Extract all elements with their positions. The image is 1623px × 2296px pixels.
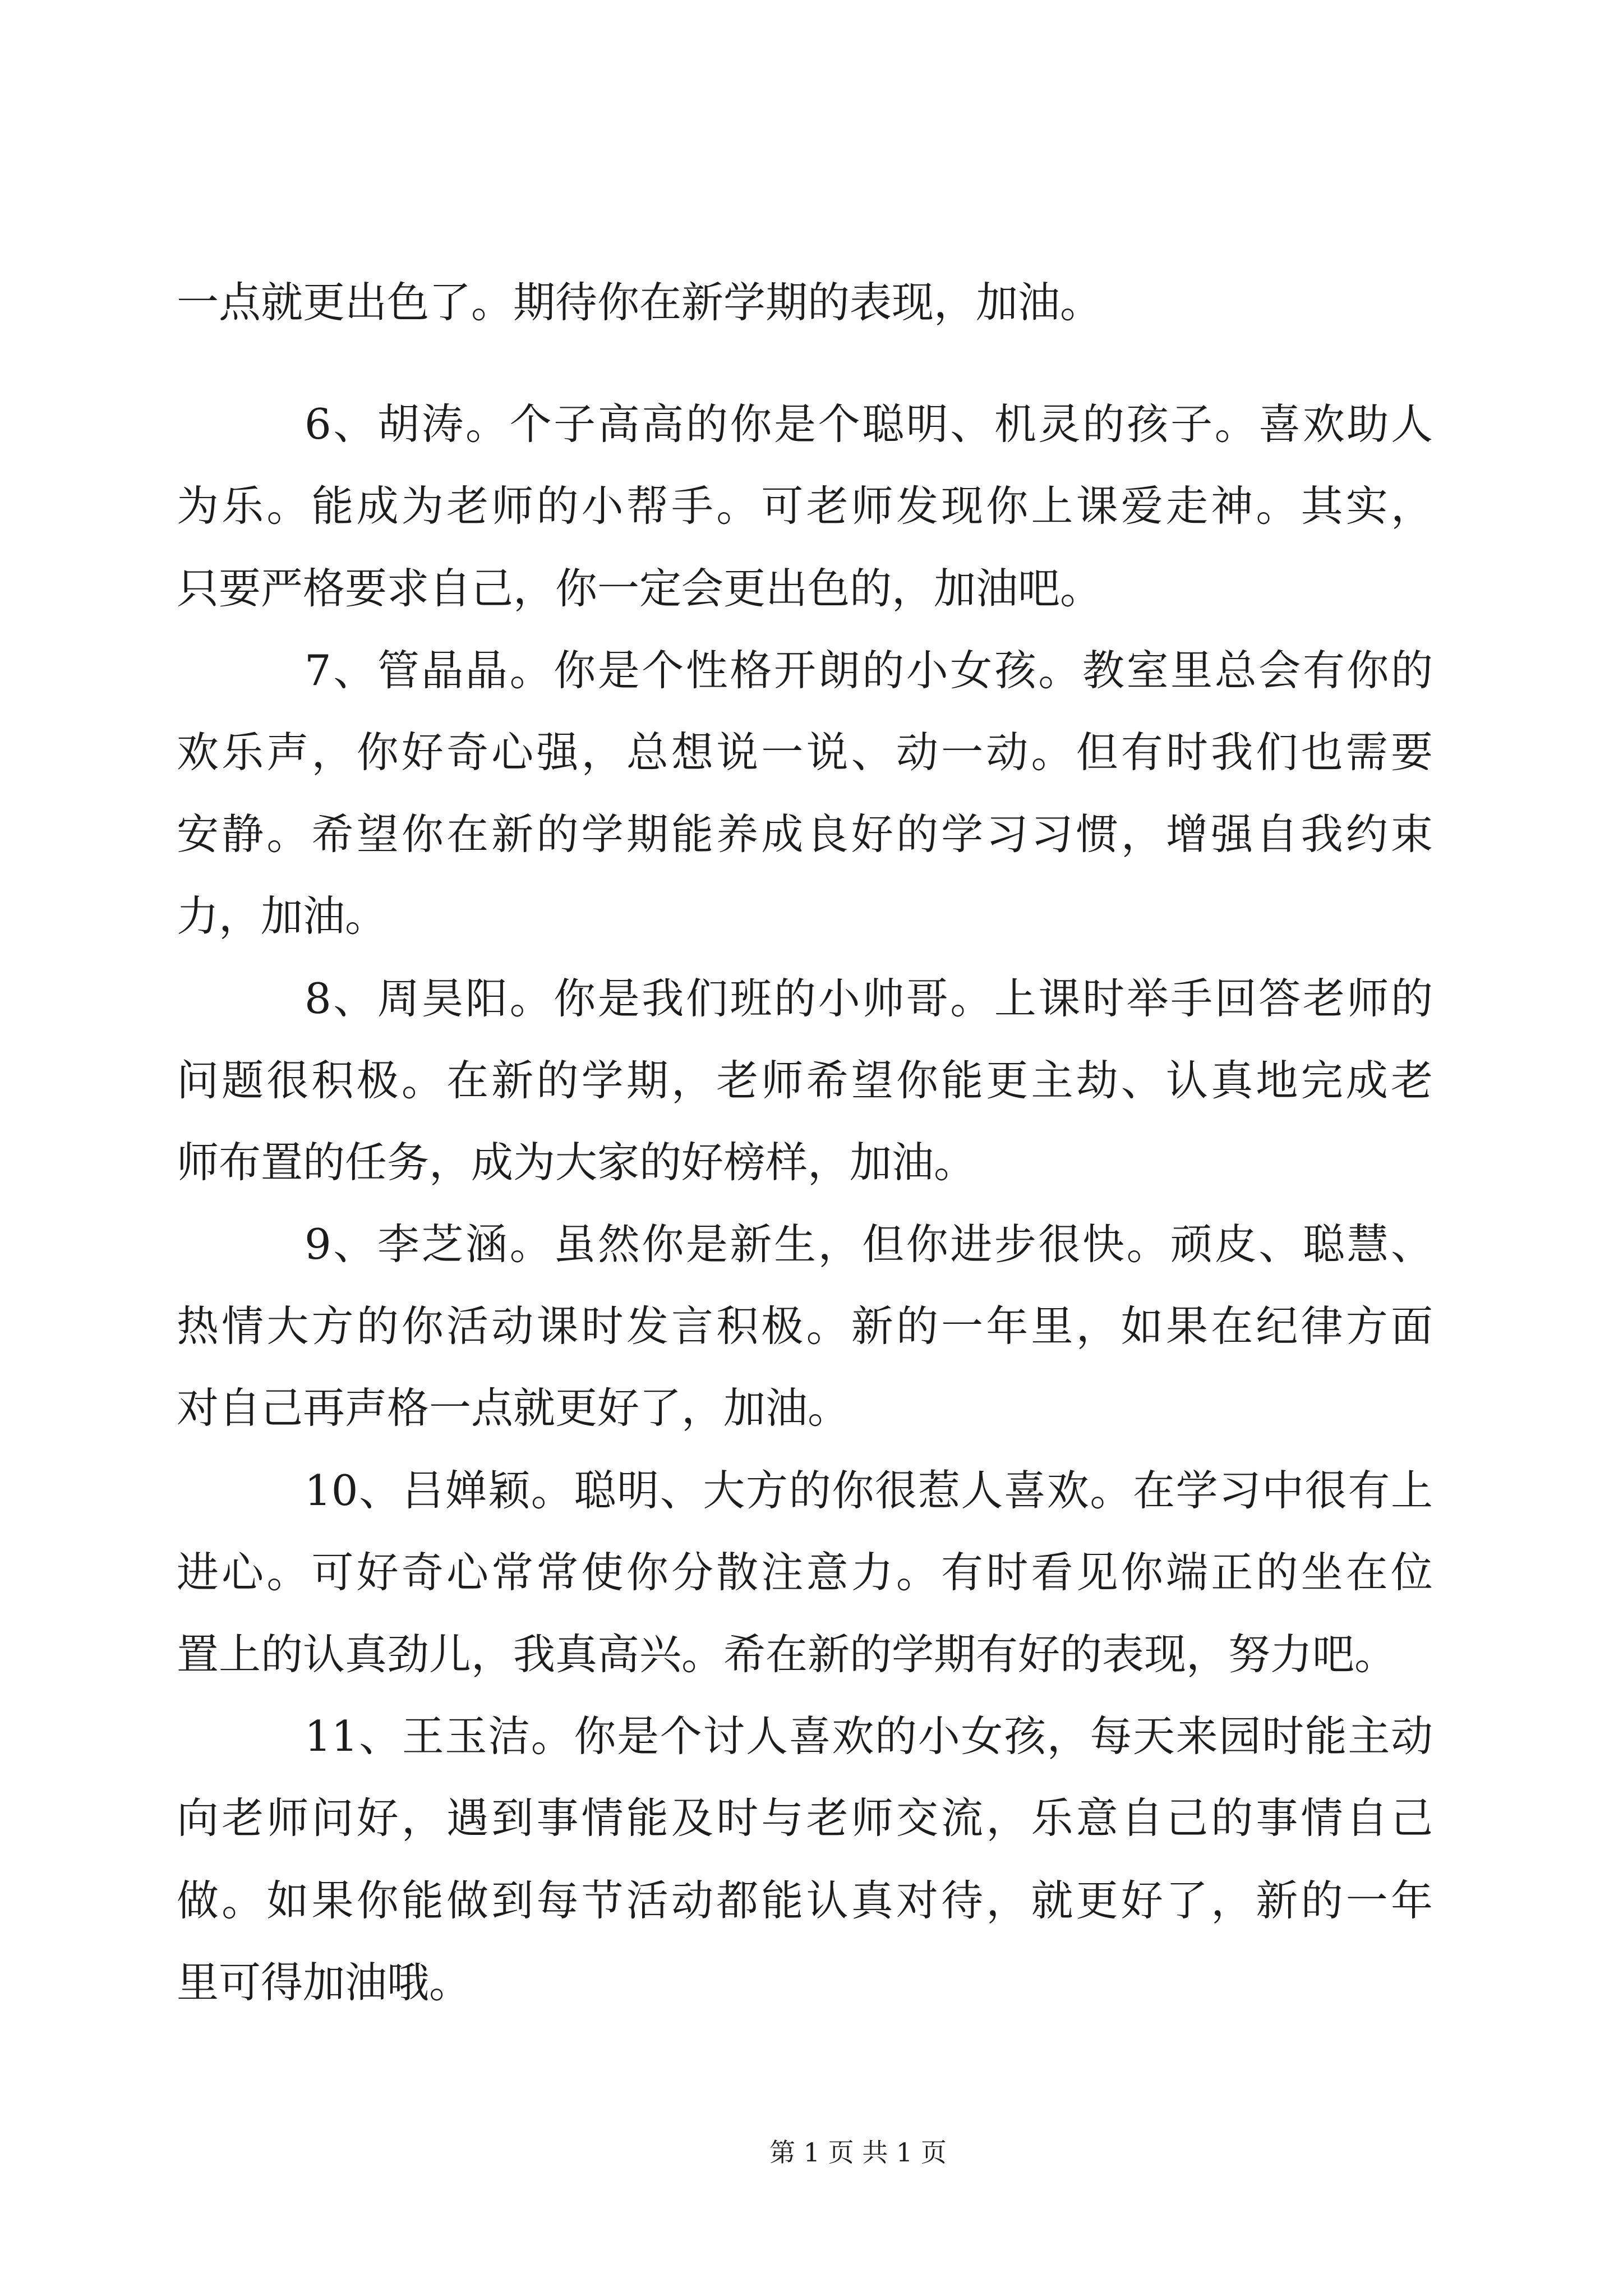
paragraph-line: 为乐。能成为老师的小帮手。可老师发现你上课爱走神。其实， [177, 481, 1433, 531]
paragraph-line: 10、吕婵颖。聪明、大方的你很惹人喜欢。在学习中很有上 [305, 1465, 1433, 1515]
paragraph-line: 里可得加油哦。 [177, 1957, 472, 2007]
paragraph-line: 向老师问好，遇到事情能及时与老师交流，乐意自己的事情自己 [177, 1793, 1433, 1843]
page-number-footer: 第 1 页 共 1 页 [769, 2137, 947, 2168]
document-body [177, 261, 1433, 2023]
paragraph-line: 做。如果你能做到每节活动都能认真对待，就更好了，新的一年 [177, 1875, 1433, 1925]
paragraph-line: 置上的认真劲儿，我真高兴。希在新的学期有好的表现，努力吧。 [177, 1630, 1397, 1679]
comment-paragraph-6 [177, 383, 1433, 629]
paragraph-line: 力，加油。 [177, 891, 388, 941]
paragraph-line: 只要严格要求自己，你一定会更出色的，加油吧。 [177, 563, 1103, 613]
paragraph-line: 问题很积极。在新的学期，老师希望你能更主劫、认真地完成老 [177, 1055, 1433, 1105]
paragraph-line: 师布置的任务，成为大家的好榜样，加油。 [177, 1137, 976, 1187]
paragraph-line: 热情大方的你活动课时发言积极。新的一年里，如果在纪律方面 [177, 1301, 1433, 1351]
paragraph-line: 安静。希望你在新的学期能养成良好的学习习惯，增强自我约束 [177, 809, 1433, 859]
paragraph-line: 8、周昊阳。你是我们班的小帅哥。上课时举手回答老师的 [305, 973, 1433, 1023]
comment-paragraph-9 [177, 1203, 1433, 1450]
paragraph-line: 9、李芝涵。虽然你是新生，但你进步很快。顽皮、聪慧、 [305, 1220, 1433, 1269]
comment-paragraph-8 [177, 958, 1433, 1204]
paragraph-line: 6、胡涛。个子高高的你是个聪明、机灵的孩子。喜欢助人 [305, 399, 1433, 449]
paragraph-line: 一点就更出色了。期待你在新学期的表现，加油。 [177, 278, 1103, 327]
paragraph-line: 11、王玉洁。你是个讨人喜欢的小女孩，每天来园时能主动 [305, 1711, 1433, 1761]
continued-paragraph [177, 261, 1433, 343]
paragraph-line: 对自己再声格一点就更好了，加油。 [177, 1383, 850, 1433]
paragraph-line: 进心。可好奇心常常使你分散注意力。有时看见你端正的坐在位 [177, 1547, 1433, 1597]
comment-paragraph-7 [177, 629, 1433, 958]
comment-paragraph-10 [177, 1450, 1433, 1696]
paragraph-line: 欢乐声，你好奇心强，总想说一说、动一动。但有时我们也需要 [177, 727, 1433, 777]
paragraph-line: 7、管晶晶。你是个性格开朗的小女孩。教室里总会有你的 [305, 645, 1433, 695]
comment-paragraph-11 [177, 1695, 1433, 2023]
